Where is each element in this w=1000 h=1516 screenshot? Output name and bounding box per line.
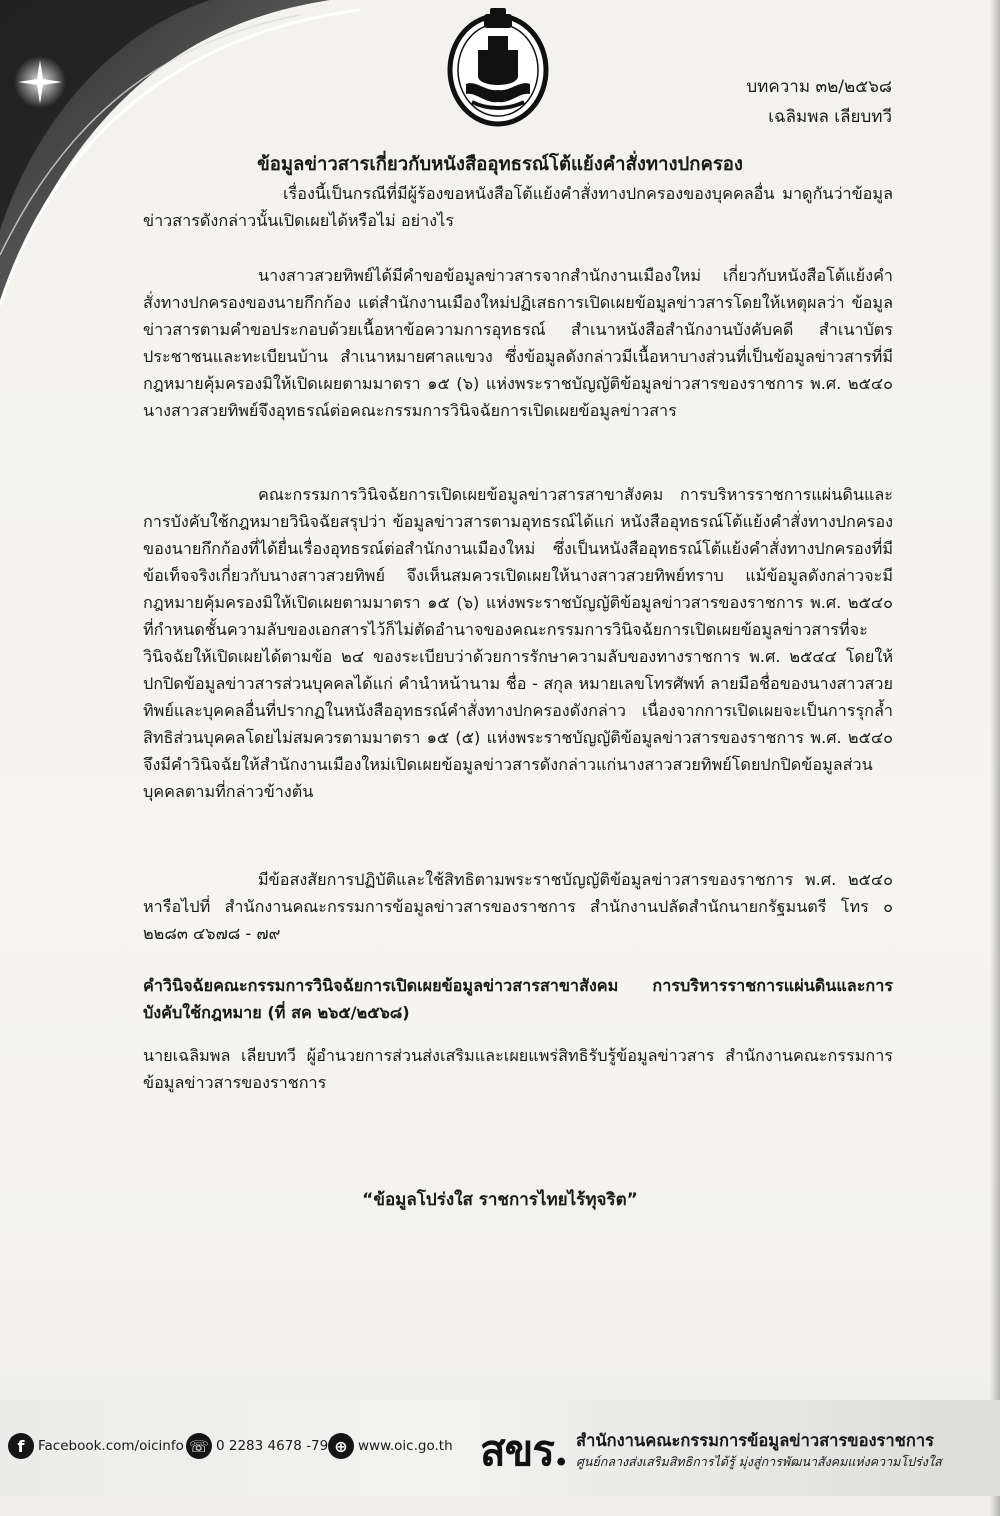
slogan: “ข้อมูลโปร่งใส ราชการไทยไร้ทุจริต” — [362, 1190, 638, 1210]
contact-paragraph: มีข้อสงสัยการปฏิบัติและใช้สิทธิตามพระราชบัญญัติข้อมูลข่าวสารของราชการ พ.ศ. ๒๕๔๐ หารือไปที่ สำนักงานคณะกรรมการข้อมูลข่าวสารของราชการ สำนักงานปลัดสำนักนายกรัฐมนตรี โทร ๐ ๒๒๘๓ ๔๖๗๘ - ๗๙ — [143, 870, 893, 943]
facebook-contact[interactable] — [8, 1430, 184, 1462]
globe-icon: ⊕ — [328, 1433, 354, 1459]
phone-contact[interactable] — [186, 1430, 328, 1462]
article-reference — [746, 72, 892, 132]
signature-block: นายเฉลิมพล เลียบทวี ผู้อำนวยการส่วนส่งเสริมและเผยแพร่สิทธิรับรู้ข้อมูลข่าวสาร สำนักงานคณะกรรมการข้อมูลข่าวสารของราชการ — [143, 1046, 893, 1092]
website-link[interactable]: www.oic.go.th — [358, 1438, 453, 1454]
oic-logo: สขร. — [480, 1426, 568, 1475]
website-contact[interactable] — [328, 1430, 453, 1462]
facebook-icon: f — [8, 1433, 34, 1459]
article-number: บทความ ๓๒/๒๕๖๘ — [746, 77, 892, 97]
ruling-reference: คำวินิจฉัยคณะกรรมการวินิจฉัยการเปิดเผยข้อมูลข่าวสารสาขาสังคม การบริหารราชการแผ่นดินและการบังคับใช้กฎหมาย (ที่ สค ๒๖๕/๒๕๖๘) — [143, 976, 893, 1022]
facebook-link[interactable]: Facebook.com/oicinfo — [38, 1438, 184, 1454]
document-title: ข้อมูลข่าวสารเกี่ยวกับหนังสืออุทธรณ์โต้แย้งคำสั่งทางปกครอง — [257, 154, 743, 175]
author-name: เฉลิมพล เลียบทวี — [768, 107, 892, 127]
intro-paragraph: เรื่องนี้เป็นกรณีที่มีผู้ร้องขอหนังสือโต้แย้งคำสั่งทางปกครองของบุคคลอื่น มาดูกันว่าข้อมูลข่าวสารดังกล่าวนั้นเปิดเผยได้หรือไม่ อย่างไร — [143, 184, 893, 230]
phone-icon: ☏ — [186, 1433, 212, 1459]
phone-number[interactable]: 0 2283 4678 -79 — [216, 1438, 329, 1454]
page-edge-shadow — [990, 0, 1000, 1516]
government-seal — [444, 6, 552, 130]
body-paragraph-2: คณะกรรมการวินิจฉัยการเปิดเผยข้อมูลข่าวสารสาขาสังคม การบริหารราชการแผ่นดินและการบังคับใช้กฎหมายวินิจฉัยสรุปว่า ข้อมูลข่าวสารตามอุทธรณ์ได้แก่ หนังสืออุทธรณ์โต้แย้งคำสั่งทางปกครองของนายกึกก้องที่ได้ยื่นเรื่องอุทธรณ์ต่อสำนักงานเมืองใหม่ ซึ่งเป็นหนังสืออุทธรณ์โต้แย้งคำสั่งทางปกครองที่มีข้อเท็จจริงเกี่ยวกับนางสาวสวยทิพย์ จึงเห็นสมควรเปิดเผยให้นางสาวสวยทิพย์ทราบ แม้ข้อมูลดังกล่าวจะมีกฎหมายคุ้มครองมิให้เปิดเผยตามมาตรา ๑๕ (๖) แห่งพระราชบัญญัติข้อมูลข่าวสารของราชการ พ.ศ. ๒๕๔๐ ที่กำหนดชั้นความลับของเอกสารไว้ก็ไม่ตัดอำนาจของคณะกรรมการวินิจฉัยการเปิดเผยข้อมูลข่าวสารที่จะวินิจฉัยให้เปิดเผยได้ตามข้อ ๒๔ ของระเบียบว่าด้วยการรักษาความลับของทางราชการ พ.ศ. ๒๕๔๔ โดยให้ปกปิดข้อมูลข่าวสารส่วนบุคคลได้แก่ คำนำหน้านาม ชื่อ - สกุล หมายเลขโทรศัพท์ ลายมือชื่อของนางสาวสวยทิพย์และบุคคลอื่นที่ปรากฏในหนังสืออุทธรณ์คำสั่งทางปกครองดังกล่าว เนื่องจากการเปิดเผยจะเป็นการรุกล้ำสิทธิส่วนบุคคลโดยไม่สมควรตามมาตรา ๑๕ (๕) แห่งพระราชบัญญัติข้อมูลข่าวสารของราชการ พ.ศ. ๒๕๔๐ จึงมีคำวินิจฉัยให้สำนักงานเมืองใหม่เปิดเผยข้อมูลข่าวสารดังกล่าวแก่นางสาวสวยทิพย์โดยปกปิดข้อมูลส่วนบุคคลตามที่กล่าวข้างต้น — [143, 485, 893, 801]
organization-tagline: ศูนย์กลางส่งเสริมสิทธิการได้รู้ มุ่งสู่การพัฒนาสังคมแห่งความโปร่งใส — [576, 1454, 942, 1469]
body-paragraph-1: นางสาวสวยทิพย์ได้มีคำขอข้อมูลข่าวสารจากสำนักงานเมืองใหม่ เกี่ยวกับหนังสือโต้แย้งคำสั่งทางปกครองของนายกึกก้อง แต่สำนักงานเมืองใหม่ปฏิเสธการเปิดเผยข้อมูลข่าวสารโดยให้เหตุผลว่า ข้อมูลข่าวสารตามคำขอประกอบด้วยเนื้อหาข้อความการอุทธรณ์ สำเนาหนังสือสำนักงานบังคับคดี สำเนาบัตรประชาชนและทะเบียนบ้าน สำเนาหมายศาลแขวง ซึ่งข้อมูลดังกล่าวมีเนื้อหาบางส่วนที่เป็นข้อมูลข่าวสารที่มีกฎหมายคุ้มครองมิให้เปิดเผยตามมาตรา ๑๕ (๖) แห่งพระราชบัญญัติข้อมูลข่าวสารของราชการ พ.ศ. ๒๕๔๐ นางสาวสวยทิพย์จึงอุทธรณ์ต่อคณะกรรมการวินิจฉัยการเปิดเผยข้อมูลข่าวสาร — [143, 266, 893, 420]
organization-name: สำนักงานคณะกรรมการข้อมูลข่าวสารของราชการ — [576, 1431, 934, 1450]
